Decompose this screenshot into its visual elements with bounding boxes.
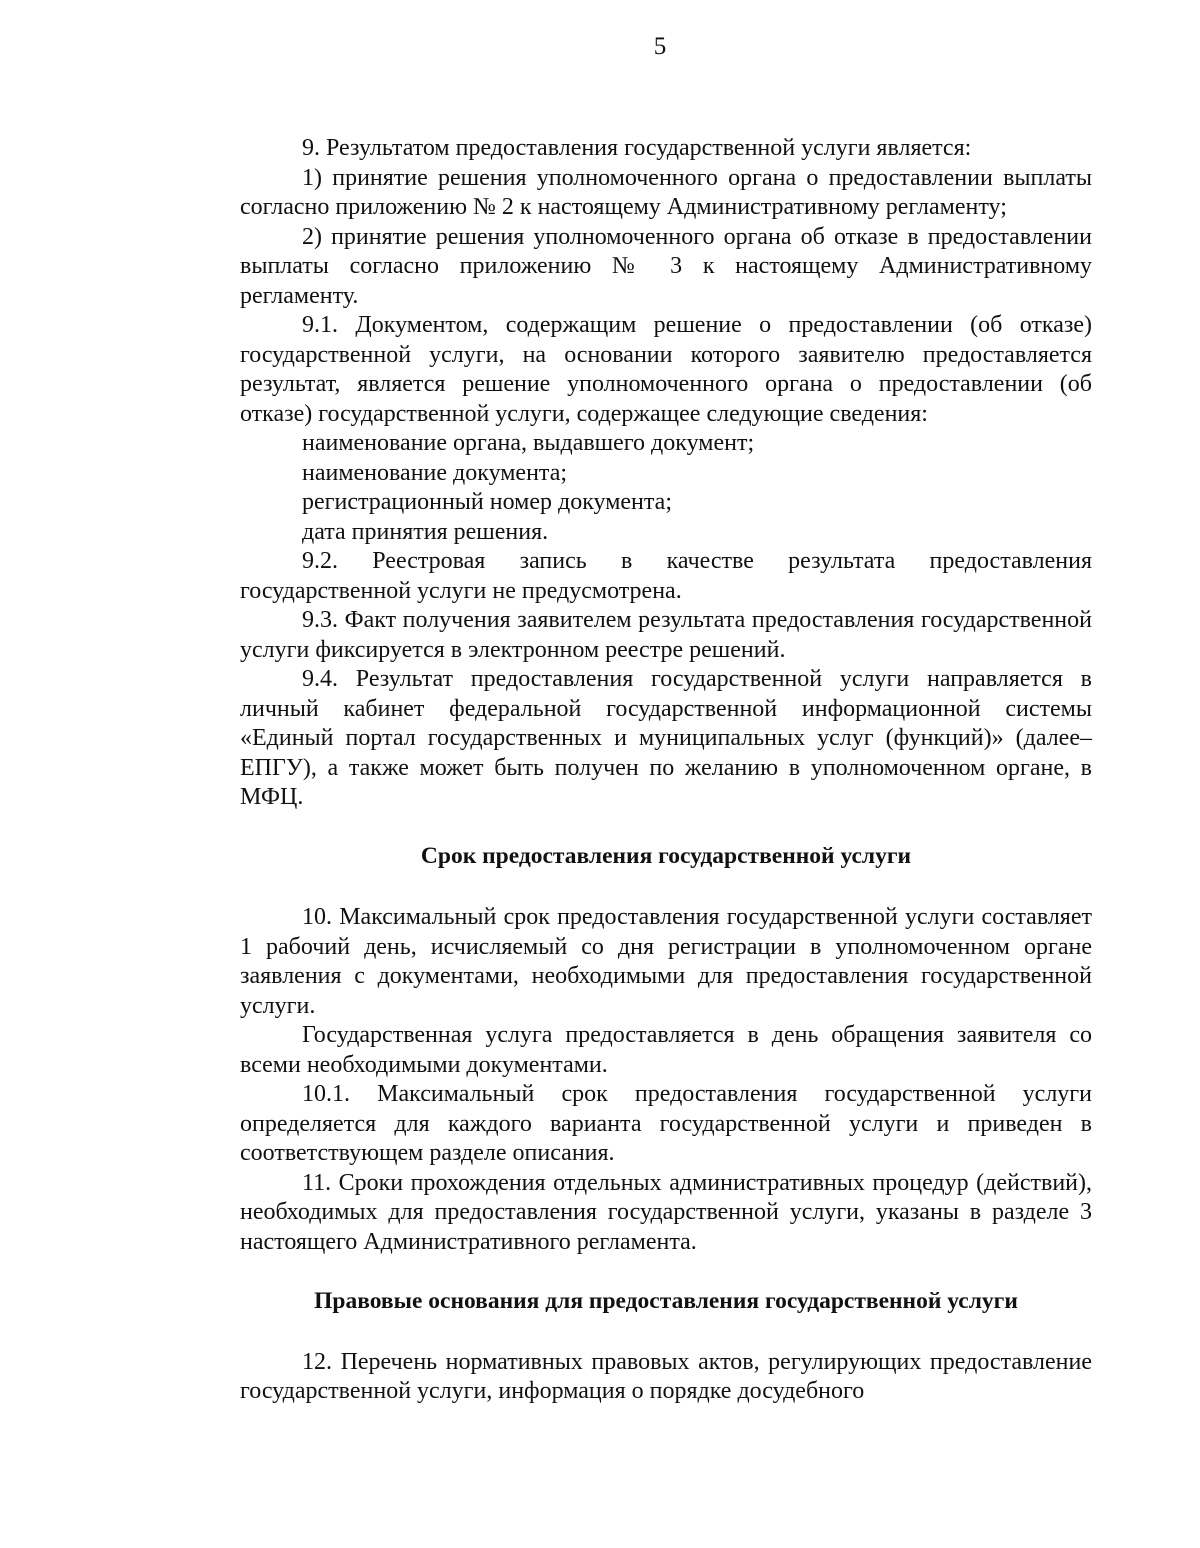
paragraph: 2) принятие решения уполномоченного органа об отказе в предоставлении выплаты согласно приложению № 3 к настоящему Административному регламенту. xyxy=(240,223,1092,309)
section-heading: Срок предоставления государственной услуги xyxy=(420,842,912,869)
paragraph: 12. Перечень нормативных правовых актов, регулирующих предоставление государственной услуги, информация о порядке досудебного xyxy=(240,1348,1092,1404)
paragraph: 10.1. Максимальный срок предоставления государственной услуги определяется для каждого варианта государственной услуги и приведен в соответствующем разделе описания. xyxy=(240,1081,1092,1166)
paragraph: 9.4. Результат предоставления государственной услуги направляется в личный кабинет федеральной государственной информационной системы «Единый портал государственных и муниципальных услуг (функций)» (далее–ЕПГУ), а также может быть получен по желанию в уполномоченном органе, в МФЦ. xyxy=(240,666,1092,810)
paragraph: 1) принятие решения уполномоченного органа о предоставлении выплаты согласно приложению № 2 к настоящему Административному регламенту; xyxy=(240,164,1092,220)
paragraph: Государственная услуга предоставляется в день обращения заявителя со всеми необходимыми документами. xyxy=(240,1022,1092,1078)
paragraph: 9.3. Факт получения заявителем результата предоставления государственной услуги фиксируется в электронном реестре решений. xyxy=(240,607,1092,663)
list-item: наименование органа, выдавшего документ; xyxy=(302,430,755,456)
paragraph: 10. Максимальный срок предоставления государственной услуги составляет 1 рабочий день, исчисляемый со дня регистрации в уполномоченном органе заявления с документами, необходимыми для предоставления государственной услуги. xyxy=(240,904,1092,1019)
section-heading: Правовые основания для предоставления государственной услуги xyxy=(314,1288,1018,1314)
list-item: дата принятия решения. xyxy=(302,518,549,545)
paragraph: 9.2. Реестровая запись в качестве результата предоставления государственной услуги не предусмотрена. xyxy=(240,548,1092,604)
list-item: наименование документа; xyxy=(302,459,568,486)
document-body xyxy=(240,134,1092,1407)
paragraph: 9.1. Документом, содержащим решение о предоставлении (об отказе) государственной услуги, на основании которого заявителю предоставляется результат, является решение уполномоченного органа о предоставлении (об отказе) государственной услуги, содержащее следующие сведения: xyxy=(240,312,1092,427)
list-item: регистрационный номер документа; xyxy=(302,489,672,515)
paragraph: 9. Результатом предоставления государственной услуги является: xyxy=(302,135,972,161)
page-number: 5 xyxy=(653,33,667,60)
paragraph: 11. Сроки прохождения отдельных административных процедур (действий), необходимых для предоставления государственной услуги, указаны в разделе 3 настоящего Административного регламента. xyxy=(240,1169,1092,1255)
